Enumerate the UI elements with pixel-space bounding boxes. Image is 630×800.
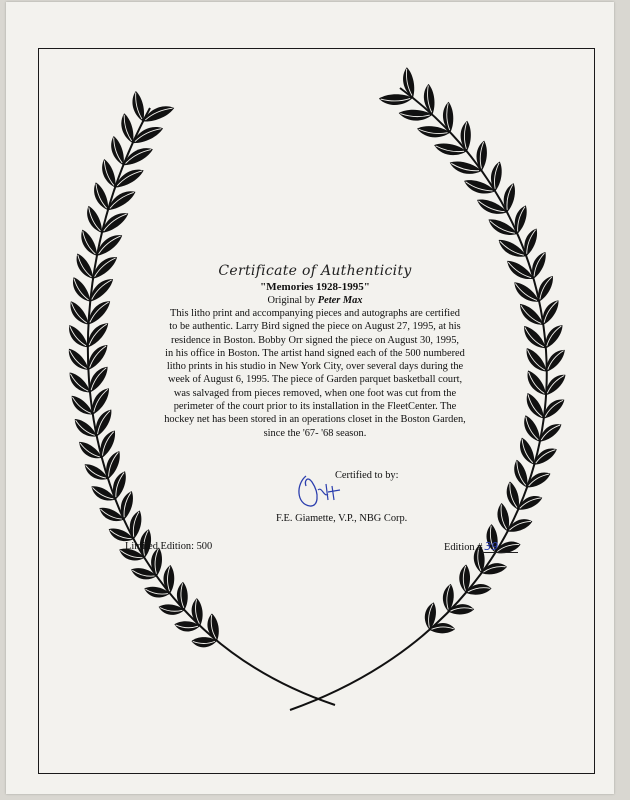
laurel-leaf — [515, 492, 544, 513]
body-line: in his office in Boston. The artist hand signed each of the 500 numbered — [165, 347, 465, 359]
body-line: perimeter of the court prior to its installation in the FleetCenter. The — [173, 401, 457, 413]
laurel-leaf — [524, 468, 553, 491]
body-line: since the '67- '68 season. — [263, 427, 367, 439]
laurel-leaf — [422, 83, 436, 115]
laurel-leaf — [66, 299, 92, 328]
laurel-leaf — [120, 143, 155, 168]
laurel-leaf — [68, 275, 93, 305]
handwritten-signature — [292, 470, 352, 510]
signer-name: F.E. Giamette, V.P., NBG Corp. — [276, 513, 408, 524]
artwork-title: "Memories 1928-1995" — [260, 281, 370, 293]
laurel-leaf — [140, 102, 175, 125]
laurel-leaf — [72, 251, 96, 282]
laurel-leaf — [64, 323, 90, 352]
certificate-text — [140, 262, 490, 440]
certified-label: Certified to by: — [335, 470, 399, 481]
original-prefix: Original by — [267, 295, 316, 306]
edition-line — [444, 541, 518, 553]
laurel-leaf — [505, 515, 534, 535]
laurel-leaf — [77, 228, 100, 259]
laurel-leaf — [531, 444, 559, 468]
edition-number: 39 — [482, 541, 518, 553]
certificate-script-title: Certificate of Authenticity — [218, 263, 412, 279]
artist-name: Peter Max — [317, 295, 363, 306]
laurel-leaf — [523, 368, 550, 399]
body-line: to be authentic. Larry Bird signed the piece on August 27, 1995, at his — [169, 321, 461, 333]
laurel-leaf — [112, 165, 146, 191]
laurel-leaf — [475, 140, 488, 171]
artist-line — [140, 294, 490, 307]
laurel-leaf — [442, 102, 454, 133]
body-line: litho prints in his studio in New York City, over several days during the — [166, 361, 464, 373]
laurel-leaf — [89, 252, 120, 282]
body-line: This litho print and accompanying pieces and autographs are certified — [170, 308, 460, 319]
edition-label: Edition # — [444, 542, 483, 553]
laurel-leaf — [93, 230, 125, 259]
body-line: was salvaged from pieces removed, when one foot was cut from the — [173, 387, 457, 399]
laurel-leaf — [130, 122, 165, 146]
body-line: week of August 6, 1995. The piece of Garden parquet basketball court, — [167, 374, 463, 386]
laurel-leaf — [489, 161, 504, 192]
body-line: hockey net has been stored in an operations closet in the Boston Garden, — [164, 414, 466, 426]
limited-edition-label: Limited Edition: 500 — [125, 541, 213, 552]
laurel-leaf — [98, 208, 131, 236]
laurel-leaf — [104, 186, 137, 213]
body-line: residence in Boston. Bobby Orr signed the piece on August 30, 1995, — [170, 334, 459, 346]
certificate-body — [140, 307, 490, 440]
laurel-leaf — [536, 420, 564, 445]
